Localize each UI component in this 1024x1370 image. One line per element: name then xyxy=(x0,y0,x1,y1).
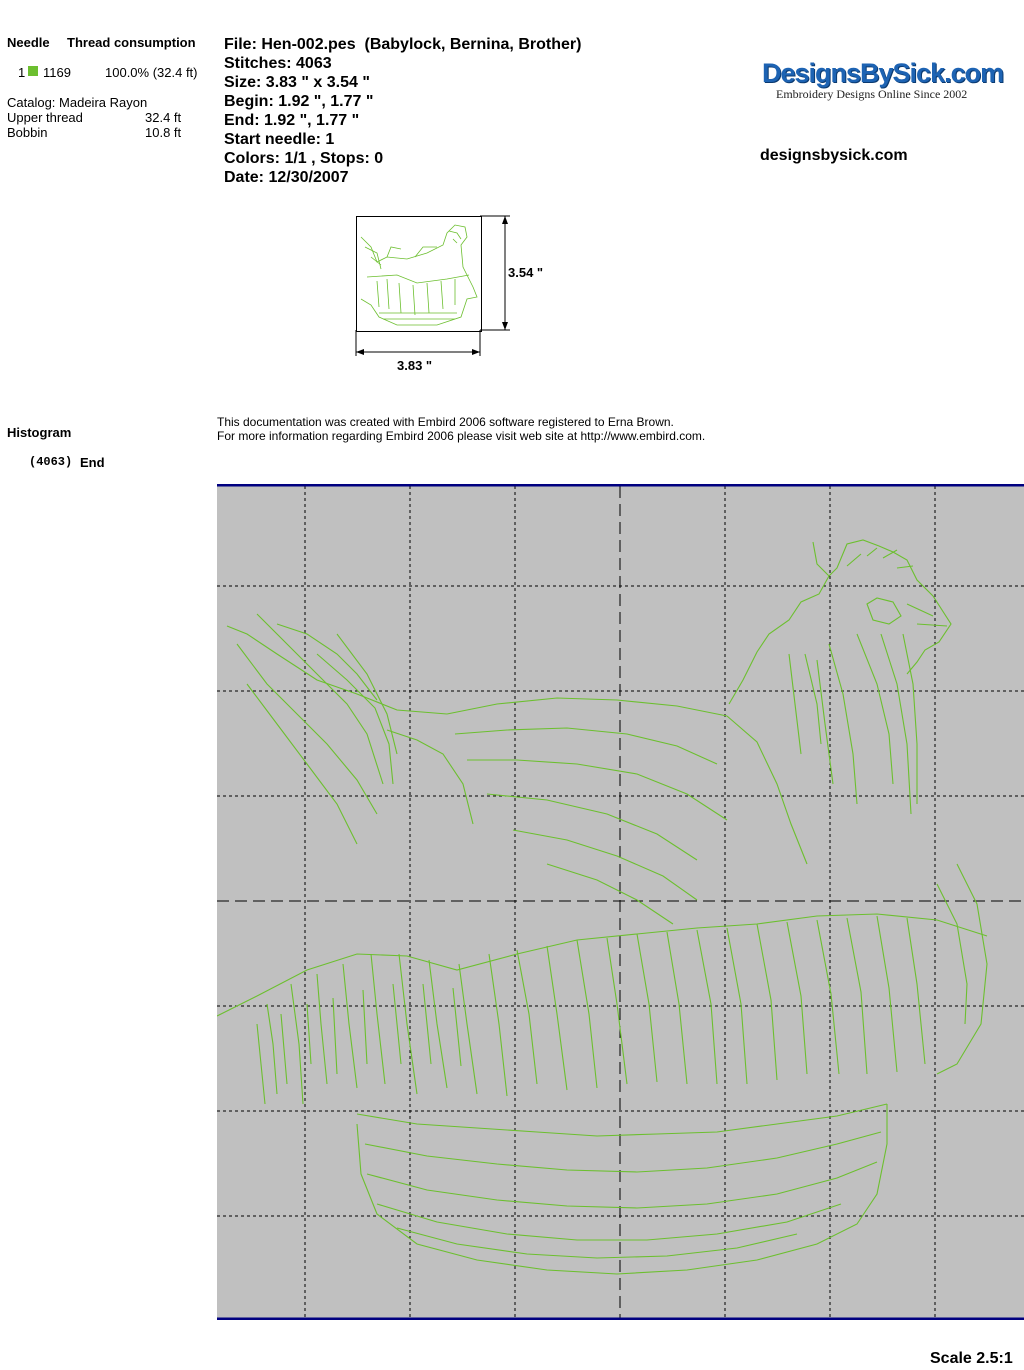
thumbnail-height-label: 3.54 " xyxy=(508,265,544,280)
thread-color-swatch xyxy=(28,66,38,76)
end-point: End: 1.92 ", 1.77 " xyxy=(224,112,360,129)
upper-thread-label: Upper thread xyxy=(7,110,83,125)
upper-thread-value: 32.4 ft xyxy=(145,110,182,125)
histogram-end: End xyxy=(80,455,105,470)
thumbnail-hen-drawing xyxy=(357,217,481,331)
file-name: File: Hen-002.pes (Babylock, Bernina, Brother) xyxy=(224,36,582,53)
needle-header: Needle xyxy=(7,35,50,50)
software-note-line2: For more information regarding Embird 2006 please visit web site at http://www.embird.com. xyxy=(217,429,706,443)
bobbin-value: 10.8 ft xyxy=(145,125,182,140)
design-date: Date: 12/30/2007 xyxy=(224,169,349,186)
thumbnail-width-label: 3.83 " xyxy=(397,358,433,373)
begin-point: Begin: 1.92 ", 1.77 " xyxy=(224,93,374,110)
start-needle: Start needle: 1 xyxy=(224,131,335,148)
needle-number: 1 xyxy=(18,65,26,80)
catalog-label: Catalog: Madeira Rayon xyxy=(7,95,148,110)
stitch-count: Stitches: 4063 xyxy=(224,55,332,72)
histogram-title: Histogram xyxy=(7,425,72,440)
design-size: Size: 3.83 " x 3.54 " xyxy=(224,74,370,91)
thread-percent: 100.0% (32.4 ft) xyxy=(105,65,198,80)
width-dimension-line xyxy=(350,330,486,360)
software-note-line1: This documentation was created with Embird 2006 software registered to Erna Brown. xyxy=(217,415,674,429)
software-note xyxy=(217,415,705,443)
colors-stops: Colors: 1/1 , Stops: 0 xyxy=(224,150,384,167)
logo-tagline: Embroidery Designs Online Since 2002 xyxy=(776,87,968,101)
design-thumbnail xyxy=(356,216,482,332)
design-preview xyxy=(217,484,1024,1320)
bobbin-label: Bobbin xyxy=(7,125,48,140)
file-info xyxy=(224,35,581,187)
thread-code: 1169 xyxy=(43,65,71,80)
website-label: designsbysick.com xyxy=(760,147,908,164)
scale-label: Scale 2.5:1 xyxy=(930,1350,1013,1367)
thread-consumption-header: Thread consumption xyxy=(67,35,196,50)
logo: DesignsBySick.com xyxy=(762,58,1004,88)
height-dimension-line xyxy=(480,210,510,340)
histogram-count: (4063) xyxy=(29,455,73,469)
